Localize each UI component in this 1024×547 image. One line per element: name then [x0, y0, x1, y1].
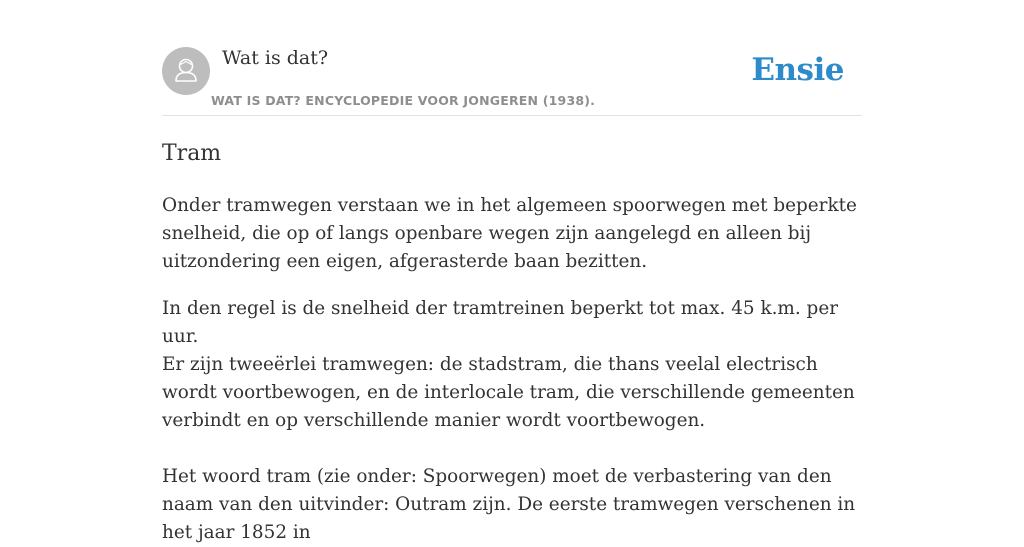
avatar[interactable] [162, 47, 210, 95]
article-title: Tram [162, 141, 222, 166]
article-paragraph: Het woord tram (zie onder: Spoorwegen) moet de verbastering van den naam van den uitvinder: Outram zijn. De eerste tramwegen verschenen in het jaar 1852 in [162, 466, 856, 543]
brand-logo[interactable]: Ensie [751, 52, 844, 88]
user-icon [162, 47, 210, 95]
article-paragraph: Er zijn tweeërlei tramwegen: de stadstram, die thans veelal electrisch wordt voortbewogen, en de interlocale tram, die verschillende gemeenten verbindt en op verschillende manier wordt voortbewogen. [162, 354, 855, 431]
page-container [162, 0, 862, 543]
source-header [162, 0, 862, 116]
article-paragraph: In den regel is de snelheid der tramtreinen beperkt tot max. 45 k.m. per uur. [162, 298, 839, 347]
source-title[interactable]: Wat is dat? [222, 47, 329, 69]
article-paragraph: Onder tramwegen verstaan we in het algemeen spoorwegen met beperkte snelheid, die op of langs openbare wegen zijn aangelegd en alleen bij uitzondering een eigen, afgerasterde baan bezitten. [162, 195, 857, 272]
source-subtitle: WAT IS DAT? ENCYCLOPEDIE VOOR JONGEREN (1938). [211, 93, 596, 108]
